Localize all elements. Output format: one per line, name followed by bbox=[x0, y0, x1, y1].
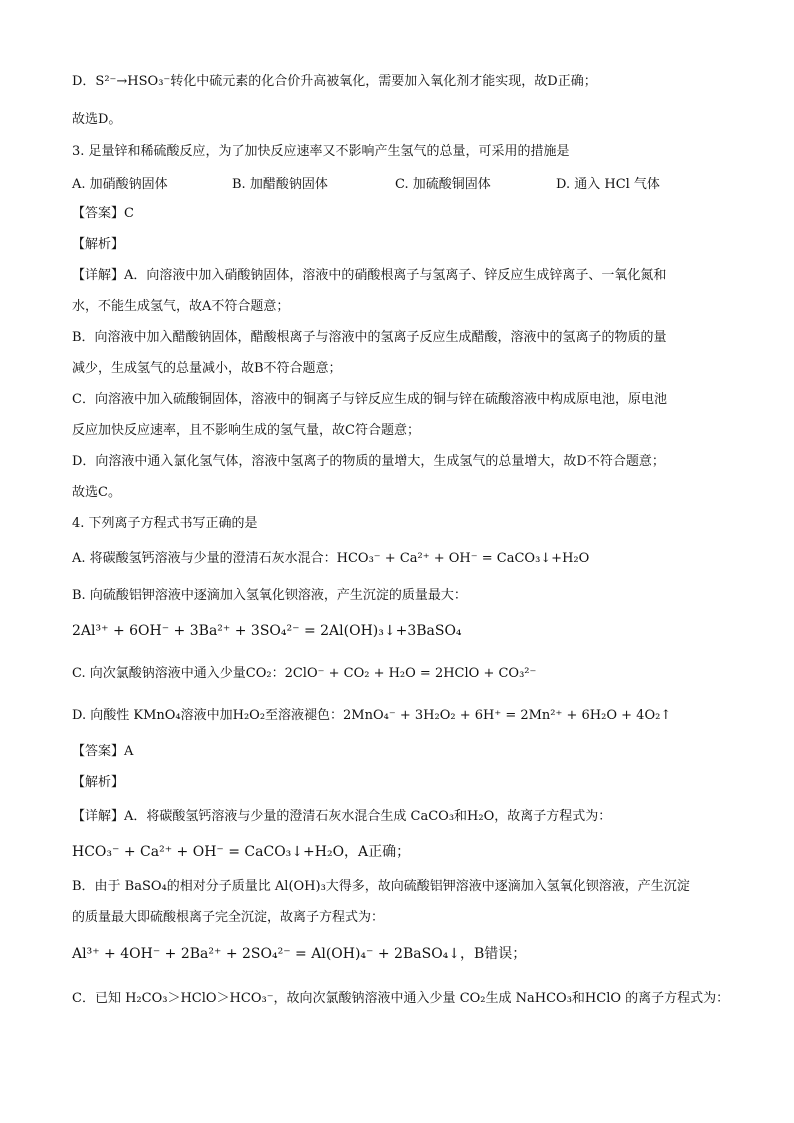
option-c: C. 加硫酸铜固体 bbox=[395, 177, 491, 192]
text-line: 【详解】A．向溶液中加入硝酸钠固体，溶液中的硝酸根离子与氢离子、锌反应生成锌离子、一氧化氮和 bbox=[72, 268, 667, 283]
text-line: 故选D。 bbox=[72, 112, 122, 127]
text-line: 反应加快反应速率，且不影响生成的氢气量，故C符合题意； bbox=[72, 423, 420, 438]
option-b: B. 加醋酸钠固体 bbox=[232, 177, 328, 192]
question-4: 4. 下列离子方程式书写正确的是 bbox=[72, 516, 258, 531]
option-c-equation: C. 向次氯酸钠溶液中通入少量CO₂：2ClO⁻ + CO₂ + H₂O = 2HClO + CO₃²⁻ bbox=[72, 666, 537, 681]
option-a-equation: A. 将碳酸氢钙溶液与少量的澄清石灰水混合：HCO₃⁻ + Ca²⁺ + OH⁻ = CaCO₃↓+H₂O bbox=[72, 551, 590, 566]
text-line: 故选C。 bbox=[72, 485, 121, 500]
equation: HCO₃⁻ + Ca²⁺ + OH⁻ = CaCO₃↓+H₂O，A正确； bbox=[72, 844, 411, 860]
text-line: 减少，生成氢气的总量减小，故B不符合题意； bbox=[72, 361, 342, 376]
text-line: B．向溶液中加入醋酸钠固体，醋酸根离子与溶液中的氢离子反应生成醋酸，溶液中的氢离子的物质的量 bbox=[72, 330, 667, 345]
text-line: B．由于 BaSO₄的相对分子质量比 Al(OH)₃大得多，故向硫酸铝钾溶液中逐滴加入氢氧化钡溶液，产生沉淀 bbox=[72, 879, 690, 894]
equation: 2Al³⁺ + 6OH⁻ + 3Ba²⁺ + 3SO₄²⁻ = 2Al(OH)₃↓+3BaSO₄ bbox=[72, 623, 462, 639]
text-line: C．已知 H₂CO₃＞HClO＞HCO₃⁻，故向次氯酸钠溶液中通入少量 CO₂生成 NaHCO₃和HClO 的离子方程式为： bbox=[72, 991, 730, 1006]
equation: Al³⁺ + 4OH⁻ + 2Ba²⁺ + 2SO₄²⁻ = Al(OH)₄⁻ + 2BaSO₄↓，B错误； bbox=[72, 946, 527, 962]
text-line: 的质量最大即硫酸根离子完全沉淀，故离子方程式为： bbox=[72, 910, 385, 925]
text-line: 水，不能生成氢气，故A不符合题意； bbox=[72, 299, 290, 314]
question-3: 3. 足量锌和稀硫酸反应，为了加快反应速率又不影响产生氢气的总量，可采用的措施是 bbox=[72, 144, 570, 159]
text-line: C．向溶液中加入硫酸铜固体，溶液中的铜离子与锌反应生成的铜与锌在硫酸溶液中构成原电池，原电池 bbox=[72, 392, 667, 407]
answer-label: 【答案】C bbox=[72, 206, 134, 221]
text-line: 【详解】A．将碳酸氢钙溶液与少量的澄清石灰水混合生成 CaCO₃和H₂O，故离子方程式为： bbox=[72, 809, 612, 824]
text-line: B. 向硫酸铝钾溶液中逐滴加入氢氧化钡溶液，产生沉淀的质量最大： bbox=[72, 588, 467, 603]
option-d: D. 通入 HCl 气体 bbox=[556, 177, 660, 192]
text-line: D．S²⁻→HSO₃⁻转化中硫元素的化合价升高被氧化，需要加入氧化剂才能实现，故D正确； bbox=[72, 74, 597, 89]
option-d-equation: D. 向酸性 KMnO₄溶液中加H₂O₂至溶液褪色：2MnO₄⁻ + 3H₂O₂ + 6H⁺ = 2Mn²⁺ + 6H₂O + 4O₂↑ bbox=[72, 708, 672, 723]
answer-label: 【答案】A bbox=[72, 744, 134, 759]
analysis-label: 【解析】 bbox=[72, 237, 125, 252]
option-a: A. 加硝酸钠固体 bbox=[72, 177, 168, 192]
text-line: D．向溶液中通入氯化氢气体，溶液中氢离子的物质的量增大，生成氢气的总量增大，故D不符合题意； bbox=[72, 454, 665, 469]
analysis-label: 【解析】 bbox=[72, 775, 125, 790]
